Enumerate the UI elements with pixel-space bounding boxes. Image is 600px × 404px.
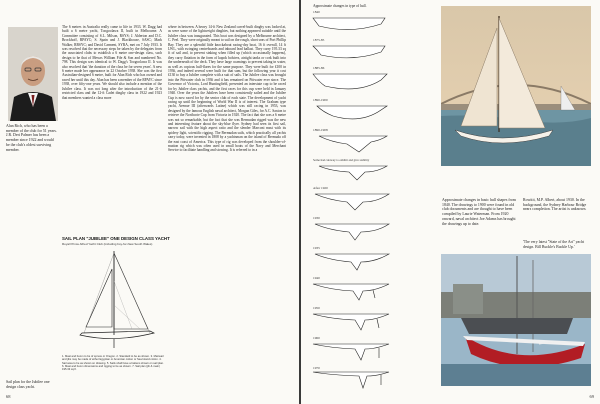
yacht-photo-illustration: [441, 254, 591, 386]
hull-label: 1970: [313, 366, 320, 370]
modern-yacht-caption: 'The very latest "State of the Art" yacht design. Bill Buckle's Buckle Up.': [523, 240, 585, 249]
hull-label: Some had cutaway to exhibit and give stability: [313, 158, 370, 162]
hull-profile: [311, 70, 391, 96]
hull-profile: [311, 14, 391, 36]
hull-profile: [311, 132, 391, 156]
sail-plan-notes: 1. Mast and boom to be of spruce or Oregon. 2. Standard to be as shown. 3. Mainsail and jibs may be made of either Egyptian or American cotton or Sea Island cotton. 4. Sail area to be as shown on drawing. 5. Sails shall have a battens shown on sail plan. 6. Mast and boom dimensions and rigging to be as shown. 7. Sail plan (jib & main) 195.33 sq ft.: [62, 355, 164, 372]
hull-label: 1875-85: [313, 38, 325, 42]
hull-label: 1885-86: [313, 66, 325, 70]
hull-diagram: [311, 10, 447, 394]
painting-illustration: [441, 6, 591, 166]
page-number-right: 69: [589, 394, 594, 399]
hull-profile: [311, 250, 391, 274]
hull-profile: [311, 190, 391, 214]
left-page: [0, 0, 299, 404]
hull-label: 1960: [313, 336, 320, 340]
sail-plan-subtitle: Royal Prince Alfred Yacht Club (including boy-for-New South Wales): [62, 242, 153, 246]
hull-diagram-header: Approximate changes in type of hull.: [313, 4, 367, 8]
photo-caption: Alan Rich, who has been a member of the club for 51 years. J.R. Deri Palmer has been a member since 1922 and would be the club's oldest surviving member.: [6, 124, 57, 152]
hull-label: 1840: [313, 10, 320, 14]
sail-plan-drawing: [62, 247, 166, 351]
hull-label: 1930: [313, 216, 320, 220]
hull-profile: [311, 280, 391, 304]
portrait-illustration: [8, 27, 58, 121]
hull-profile: [311, 368, 391, 392]
hull-profile: [311, 310, 391, 334]
hull-profile: [311, 220, 391, 244]
painting-caption: Rowitit, M.P. Albert, about 1930. In the background, the Sydney Harbour Bridge nears completion. The artist is unknown.: [523, 198, 587, 212]
page-number-left: 68: [6, 394, 11, 399]
hull-profile: [311, 340, 391, 364]
modern-yacht-photo: [441, 254, 591, 386]
hull-profile: [311, 102, 391, 126]
harbour-painting: [441, 6, 591, 166]
hull-label: 1940: [313, 276, 320, 280]
bottom-caption: Sail plan for the Jubilee one design class yacht.: [6, 380, 50, 389]
hull-label: 1890-1908: [313, 128, 328, 132]
hull-profile: [311, 42, 391, 64]
hull-label: 1935: [313, 246, 320, 250]
body-column-1: The 6 metres in Australia really came to life in 1933. W. Dagg had built a 6 metre yacht, Toogoolawa II, built in Melbourne. A Committee consisting of S.L. Milson, RSYS; J. Alderton and D.C. Brockhoff, RPAYC; S. Spain and J. Blackhouse, SASC; Mark Walker, RBSYC; and David Carment, SYRA, met on 7 July 1933. It was resolved that the necessary steps be taken by the delegates from the associated clubs to establish a 6 metre one-design class, such design to be that of Messrs William Fife & Son and numbered No. 798. This design was identical to W. Dagg's Toogoolawa II. It was also resolved that 'the duration of the class be for seven years'. A new 6 metre made her appearance in 22 October 1938. She was the first Australian-designed 6 metre, built for Alan Rich who has owned and raced her until this day. Alan has been a member of the RPAYC since 1938, over fifty-one years. We should also include a mention of the Jubilee class. It was not long after the introduction of the 21-ft restricted class and the 12-ft Cadet dinghy class in 1922 and 1923 that members wanted a class more: [62, 25, 162, 100]
right-page: [301, 0, 600, 404]
hull-profile: [311, 162, 391, 184]
hull-label: 1950: [313, 306, 320, 310]
portrait-photo: [8, 27, 58, 121]
hull-label: After 1920: [313, 186, 328, 190]
hull-caption: Approximate changes in basic hull shapes from 1840. The drawings to 1900 were found in old club documents and are thought to have been compiled by Laurie Waterman. From 1920 onward, naval architect Joe Adams has brought the drawings up to date.: [442, 198, 516, 226]
body-column-2: where in between. A heavy 14-ft New Zealand carvel-built dinghy was looked at, as were some of the lightweight dinghies, but nothing appeared suitable until the Jubilee class was inaugurated. This boat was designed by a Melbourne architect, C. Peel. They were originally meant to sail on the rough, short seas of Port Phillip Bay. They are a splendid little knockabout racing-day boat, 16 ft overall, 14 ft LWL, with swinging centreboards and inboard lead ballast. They carry 195.33 sq ft of sail and, to prevent sinking when filled up (which occasionally happens), they carry flotation in the form of kapok bolsters, airtight tanks or cork built into the underneath of the deck. They have large coamings to prevent taking in water, as well as copious hull-flares for the same purpose. They were built for £100 in 1936, and indeed several were built for that sum, but the following year it cost £130 to buy a Jubilee complete with a suit of sails. The Jubilee class was brought into the Pittwater club in 1936 and it has remained on Pittwater ever since. The Governor of Victoria, Lord Huntingfield, presented an interstate cup to be raced for by Jubilee class yachts, and the first races for this cup were held in January 1940. Over the years the Jubilees have been consistently sailed and the Jubilee Cup is now raced for by the senior club of each state. The development of yacht racing up until the beginning of World War II is of interest. The Graham type yacht, Avenue III (afterwards Lutine) which was still racing in 1953, was designed by the famous English naval architect, Morgan Giles, for A.C. Saxton to retrieve the Northcote Cup from Victoria in 1920. The fact that she was a 6 metre was not so remarkable, but the fact that she was Bermudan rigged was the new and interesting feature about the sky-blue flyer. Sydney had seen its first sail, narrow sail with the high aspect ratio and the slender Marconi mast with its spidery light, scientific rigging. The Bermudan sails, which practically all yachts carry today, were invented in 1808 by a yachtsman on the island of Bermuda off the east coast of America. This type of rig was developed from the shoulder-of-mutton rig which was often used in small boats of the Navy and Merchant Service to facilitate handling and stowing. It is referred to in a: [168, 25, 286, 153]
hull-label: 1890-1900: [313, 98, 328, 102]
sail-plan-title: SAIL PLAN "JUBILEE" ONE DESIGN CLASS YACHT: [62, 236, 170, 241]
